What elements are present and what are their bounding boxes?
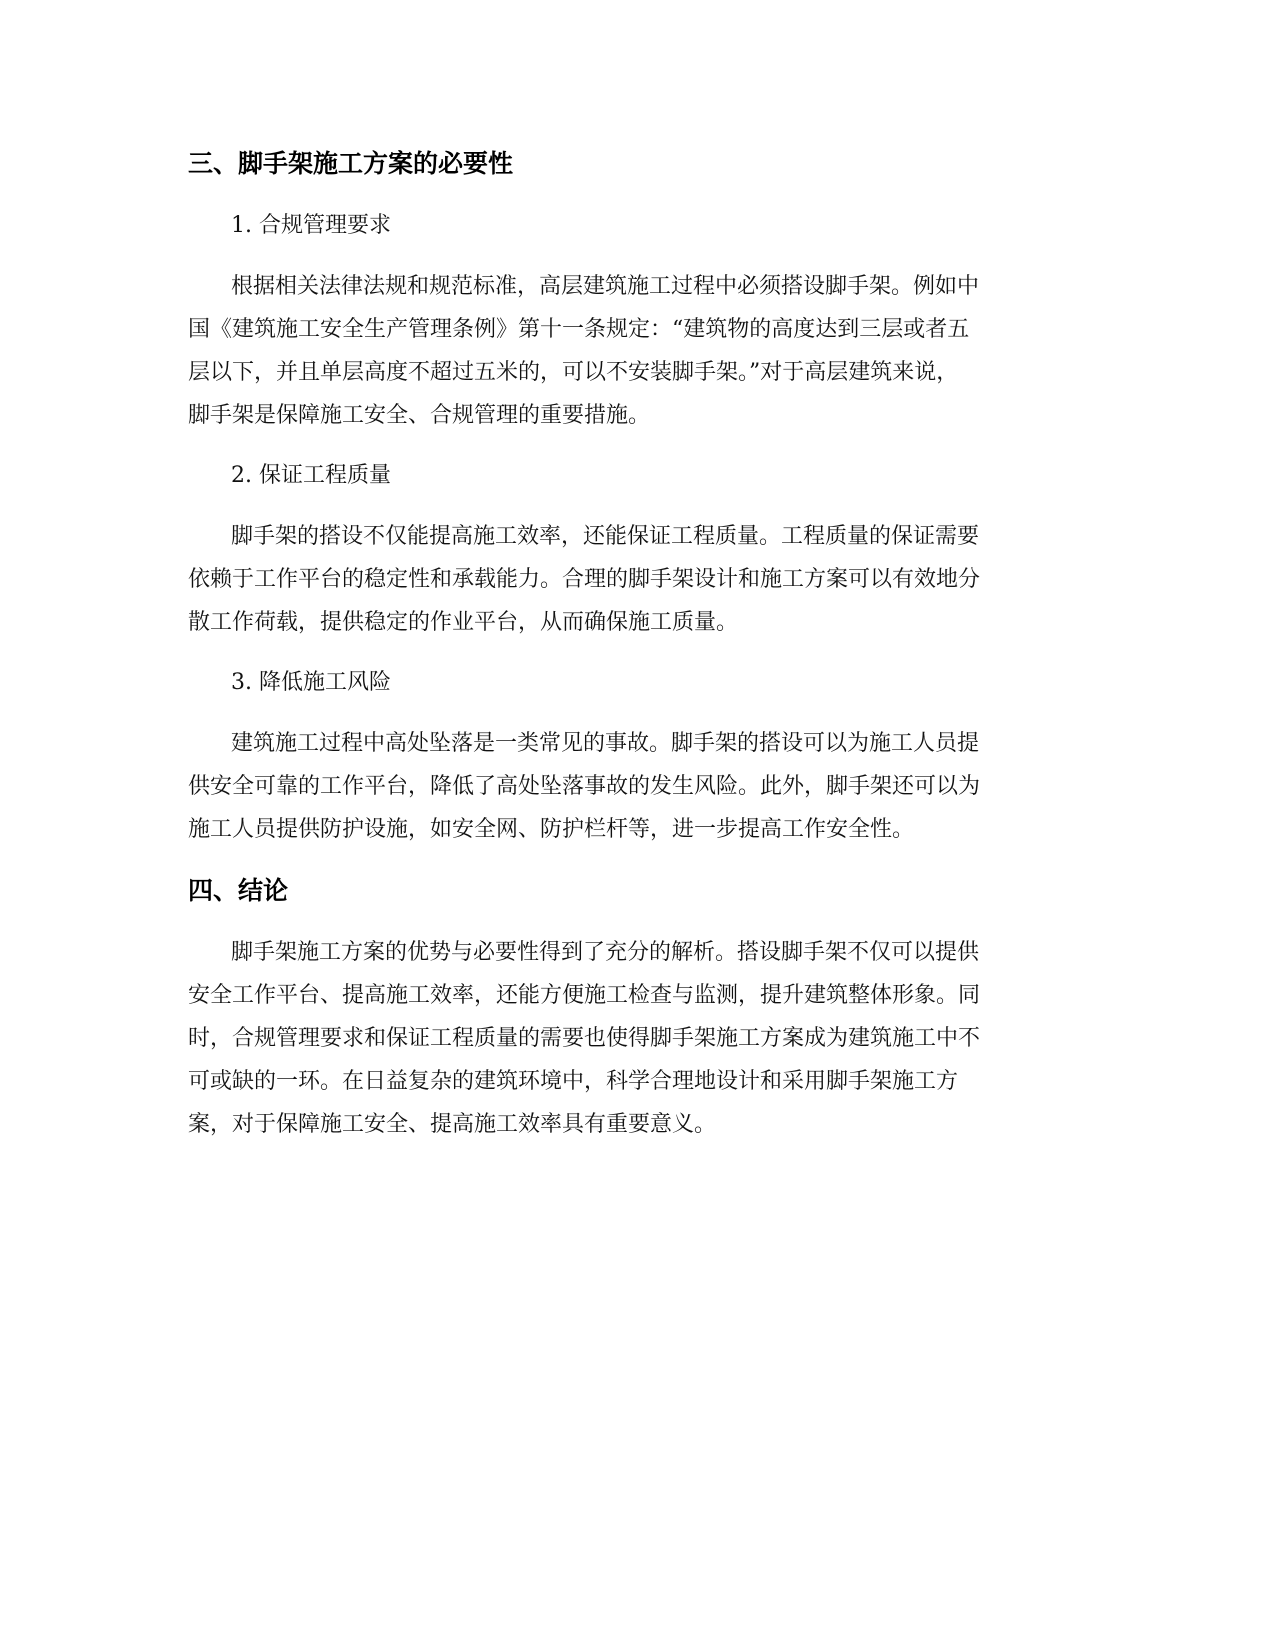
paragraph-line: 脚手架施工方案的优势与必要性得到了充分的解析。搭设脚手架不仅可以提供 (231, 940, 980, 965)
paragraph-line: 散工作荷载，提供稳定的作业平台，从而确保施工质量。 (188, 610, 739, 635)
paragraph-line: 可或缺的一环。在日益复杂的建筑环境中，科学合理地设计和采用脚手架施工方 (188, 1069, 959, 1094)
section-heading-necessity: 三、脚手架施工方案的必要性 (188, 149, 514, 178)
paragraph-conclusion (188, 931, 1088, 1146)
subheading-quality: 2. 保证工程质量 (231, 463, 391, 488)
paragraph-line: 脚手架的搭设不仅能提高施工效率，还能保证工程质量。工程质量的保证需要 (231, 524, 980, 549)
document-body (188, 142, 1088, 1146)
paragraph-line: 施工人员提供防护设施，如安全网、防护栏杆等，进一步提高工作安全性。 (188, 817, 915, 842)
paragraph-line: 时，合规管理要求和保证工程质量的需要也使得脚手架施工方案成为建筑施工中不 (188, 1026, 981, 1051)
paragraph-line: 层以下，并且单层高度不超过五米的，可以不安装脚手架。”对于高层建筑来说， (188, 360, 959, 385)
paragraph-risk (188, 722, 1088, 851)
paragraph-line: 供安全可靠的工作平台，降低了高处坠落事故的发生风险。此外，脚手架还可以为 (188, 774, 981, 799)
paragraph-line: 建筑施工过程中高处坠落是一类常见的事故。脚手架的搭设可以为施工人员提 (231, 731, 980, 756)
paragraph-line: 脚手架是保障施工安全、合规管理的重要措施。 (188, 403, 651, 428)
paragraph-line: 根据相关法律法规和规范标准，高层建筑施工过程中必须搭设脚手架。例如中 (231, 274, 980, 299)
paragraph-line: 安全工作平台、提高施工效率，还能方便施工检查与监测，提升建筑整体形象。同 (188, 983, 981, 1008)
paragraph-compliance (188, 265, 1088, 437)
subheading-risk: 3. 降低施工风险 (231, 670, 391, 695)
paragraph-line: 案，对于保障施工安全、提高施工效率具有重要意义。 (188, 1112, 717, 1137)
paragraph-quality (188, 515, 1088, 644)
paragraph-line: 国《建筑施工安全生产管理条例》第十一条规定：“建筑物的高度达到三层或者五 (188, 317, 970, 342)
section-heading-conclusion: 四、结论 (188, 876, 289, 905)
subheading-compliance: 1. 合规管理要求 (231, 213, 391, 238)
paragraph-line: 依赖于工作平台的稳定性和承载能力。合理的脚手架设计和施工方案可以有效地分 (188, 567, 981, 592)
